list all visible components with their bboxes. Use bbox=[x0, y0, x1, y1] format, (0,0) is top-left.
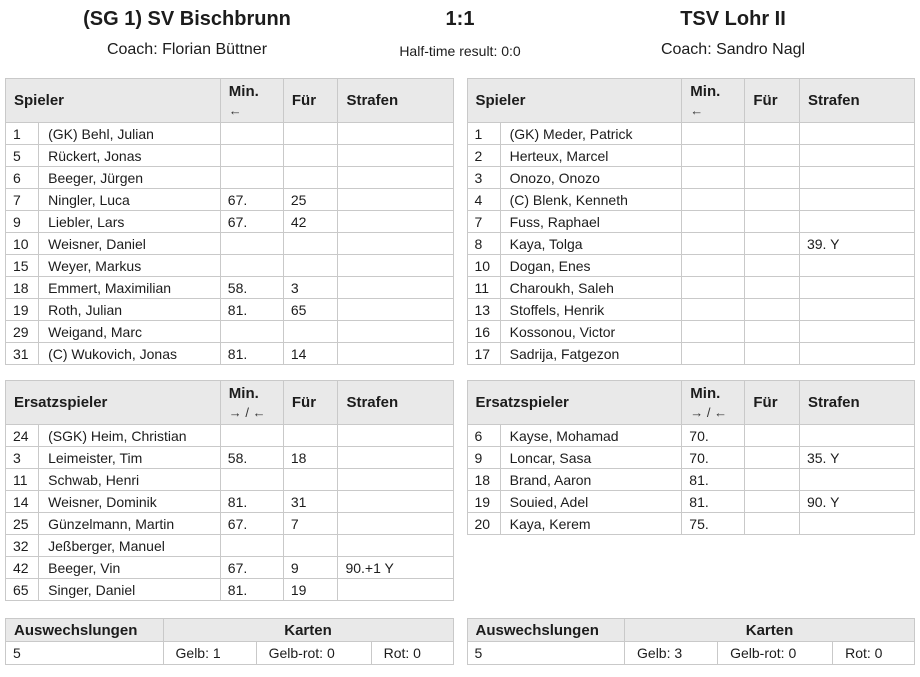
red-cards: Rot: 0 bbox=[371, 642, 453, 665]
player-row bbox=[6, 255, 454, 277]
fur-cell bbox=[283, 233, 338, 255]
subs-column-header: Ersatzspieler bbox=[467, 381, 682, 425]
min-cell: 70. bbox=[682, 425, 745, 447]
min-cell: 81. bbox=[220, 579, 283, 601]
player-number-cell: 11 bbox=[467, 277, 500, 299]
strafen-cell bbox=[799, 299, 914, 321]
fur-cell: 14 bbox=[283, 343, 338, 365]
min-label: Min. bbox=[228, 83, 259, 100]
fur-cell: 7 bbox=[283, 513, 338, 535]
starters-column-header: Spieler bbox=[467, 79, 682, 123]
player-row bbox=[6, 211, 454, 233]
player-name-cell: Sadrija, Fatgezon bbox=[500, 343, 682, 365]
player-number-cell: 7 bbox=[6, 189, 39, 211]
player-row bbox=[6, 233, 454, 255]
fur-cell: 18 bbox=[283, 447, 338, 469]
substitutions-header: Auswechslungen bbox=[467, 619, 625, 642]
player-row bbox=[467, 123, 915, 145]
strafen-cell bbox=[338, 535, 453, 557]
strafen-cell: 90. Y bbox=[799, 491, 914, 513]
fur-cell bbox=[283, 123, 338, 145]
summary-data-row bbox=[6, 642, 454, 665]
min-label: Min. bbox=[690, 83, 721, 100]
home-summary-table bbox=[5, 618, 454, 665]
player-name-cell: Roth, Julian bbox=[39, 299, 221, 321]
strafen-cell bbox=[338, 277, 453, 299]
min-cell bbox=[220, 255, 283, 277]
strafen-cell bbox=[799, 211, 914, 233]
player-number-cell: 14 bbox=[6, 491, 39, 513]
player-number-cell: 1 bbox=[467, 123, 500, 145]
strafen-column-header: Strafen bbox=[799, 79, 914, 123]
strafen-cell bbox=[799, 343, 914, 365]
player-number-cell: 29 bbox=[6, 321, 39, 343]
table-header-row bbox=[467, 79, 915, 123]
fur-cell: 25 bbox=[283, 189, 338, 211]
min-cell bbox=[682, 233, 745, 255]
min-cell bbox=[220, 469, 283, 491]
fur-cell bbox=[283, 145, 338, 167]
player-row bbox=[467, 299, 915, 321]
strafen-cell bbox=[799, 255, 914, 277]
min-cell bbox=[220, 145, 283, 167]
min-cell: 67. bbox=[220, 211, 283, 233]
player-name-cell: Loncar, Sasa bbox=[500, 447, 682, 469]
player-number-cell: 11 bbox=[6, 469, 39, 491]
player-row bbox=[6, 447, 454, 469]
player-number-cell: 65 bbox=[6, 579, 39, 601]
fur-cell bbox=[745, 123, 800, 145]
player-number-cell: 32 bbox=[6, 535, 39, 557]
player-row bbox=[6, 123, 454, 145]
player-row bbox=[467, 425, 915, 447]
strafen-cell bbox=[338, 123, 453, 145]
halftime-result: Half-time result: 0:0 bbox=[399, 43, 521, 59]
player-number-cell: 31 bbox=[6, 343, 39, 365]
strafen-cell bbox=[338, 425, 453, 447]
player-number-cell: 18 bbox=[467, 469, 500, 491]
home-starters-table bbox=[5, 78, 454, 365]
player-number-cell: 17 bbox=[467, 343, 500, 365]
player-name-cell: (C) Blenk, Kenneth bbox=[500, 189, 682, 211]
strafen-cell bbox=[799, 145, 914, 167]
player-number-cell: 15 bbox=[6, 255, 39, 277]
player-row bbox=[467, 255, 915, 277]
player-row bbox=[467, 491, 915, 513]
arrow-in-out-icon: → / ← bbox=[228, 405, 266, 420]
min-cell: 75. bbox=[682, 513, 745, 535]
player-name-cell: Singer, Daniel bbox=[39, 579, 221, 601]
player-row bbox=[6, 425, 454, 447]
player-name-cell: Kossonou, Victor bbox=[500, 321, 682, 343]
min-cell bbox=[682, 145, 745, 167]
min-cell bbox=[220, 321, 283, 343]
min-cell: 67. bbox=[220, 557, 283, 579]
strafen-cell bbox=[799, 425, 914, 447]
min-cell: 58. bbox=[220, 447, 283, 469]
player-name-cell: Brand, Aaron bbox=[500, 469, 682, 491]
min-cell bbox=[220, 167, 283, 189]
player-name-cell: (C) Wukovich, Jonas bbox=[39, 343, 221, 365]
player-name-cell: Kaya, Tolga bbox=[500, 233, 682, 255]
final-score: 1:1 bbox=[445, 8, 475, 30]
player-name-cell: (GK) Behl, Julian bbox=[39, 123, 221, 145]
min-cell bbox=[220, 123, 283, 145]
min-label: Min. bbox=[228, 385, 259, 402]
fur-cell: 19 bbox=[283, 579, 338, 601]
fur-cell bbox=[283, 255, 338, 277]
strafen-cell bbox=[338, 299, 453, 321]
home-team-name: (SG 1) SV Bischbrunn bbox=[83, 8, 291, 30]
strafen-cell bbox=[338, 469, 453, 491]
fur-cell bbox=[745, 425, 800, 447]
cards-header: Karten bbox=[163, 619, 453, 642]
player-number-cell: 13 bbox=[467, 299, 500, 321]
away-subs-table bbox=[467, 380, 916, 535]
player-number-cell: 20 bbox=[467, 513, 500, 535]
strafen-cell bbox=[338, 211, 453, 233]
min-column-header bbox=[220, 79, 283, 123]
strafen-cell: 39. Y bbox=[799, 233, 914, 255]
strafen-cell bbox=[338, 513, 453, 535]
strafen-cell bbox=[799, 321, 914, 343]
player-row bbox=[467, 469, 915, 491]
player-number-cell: 19 bbox=[6, 299, 39, 321]
yellow-cards: Gelb: 3 bbox=[625, 642, 718, 665]
player-name-cell: Weyer, Markus bbox=[39, 255, 221, 277]
strafen-column-header: Strafen bbox=[338, 79, 453, 123]
cards-header: Karten bbox=[625, 619, 915, 642]
fur-cell bbox=[283, 469, 338, 491]
fur-cell bbox=[745, 233, 800, 255]
player-name-cell: Stoffels, Henrik bbox=[500, 299, 682, 321]
player-row bbox=[6, 299, 454, 321]
player-row bbox=[6, 189, 454, 211]
min-cell: 81. bbox=[682, 491, 745, 513]
away-coach: Coach: Sandro Nagl bbox=[660, 41, 806, 58]
player-number-cell: 16 bbox=[467, 321, 500, 343]
strafen-cell bbox=[799, 123, 914, 145]
player-name-cell: Beeger, Vin bbox=[39, 557, 221, 579]
strafen-cell bbox=[338, 321, 453, 343]
player-row bbox=[467, 343, 915, 365]
yellow-cards: Gelb: 1 bbox=[163, 642, 256, 665]
fur-cell bbox=[745, 255, 800, 277]
away-team-column bbox=[467, 78, 916, 665]
min-cell bbox=[682, 167, 745, 189]
strafen-cell: 35. Y bbox=[799, 447, 914, 469]
red-cards: Rot: 0 bbox=[833, 642, 915, 665]
player-name-cell: Herteux, Marcel bbox=[500, 145, 682, 167]
player-row bbox=[6, 491, 454, 513]
min-cell: 81. bbox=[682, 469, 745, 491]
min-column-header bbox=[682, 381, 745, 425]
player-name-cell: Charoukh, Saleh bbox=[500, 277, 682, 299]
min-column-header bbox=[682, 79, 745, 123]
player-name-cell: Weigand, Marc bbox=[39, 321, 221, 343]
substitutions-count: 5 bbox=[467, 642, 625, 665]
fur-cell bbox=[745, 189, 800, 211]
player-number-cell: 3 bbox=[6, 447, 39, 469]
strafen-cell bbox=[799, 469, 914, 491]
player-row bbox=[467, 277, 915, 299]
player-row bbox=[6, 167, 454, 189]
player-name-cell: Fuss, Raphael bbox=[500, 211, 682, 233]
strafen-cell bbox=[799, 513, 914, 535]
player-number-cell: 19 bbox=[467, 491, 500, 513]
min-cell: 58. bbox=[220, 277, 283, 299]
player-number-cell: 10 bbox=[467, 255, 500, 277]
fur-cell bbox=[283, 425, 338, 447]
fur-cell bbox=[745, 167, 800, 189]
min-cell bbox=[220, 425, 283, 447]
min-cell: 81. bbox=[220, 299, 283, 321]
player-name-cell: Jeßberger, Manuel bbox=[39, 535, 221, 557]
arrow-in-icon: ← bbox=[228, 103, 242, 118]
player-number-cell: 24 bbox=[6, 425, 39, 447]
min-cell bbox=[682, 123, 745, 145]
player-row bbox=[467, 233, 915, 255]
substitutions-count: 5 bbox=[6, 642, 164, 665]
player-row bbox=[6, 145, 454, 167]
fur-cell bbox=[745, 277, 800, 299]
player-name-cell: (GK) Meder, Patrick bbox=[500, 123, 682, 145]
table-header-row bbox=[6, 381, 454, 425]
player-number-cell: 6 bbox=[467, 425, 500, 447]
player-number-cell: 18 bbox=[6, 277, 39, 299]
strafen-cell bbox=[799, 189, 914, 211]
min-cell bbox=[682, 343, 745, 365]
away-starters-table bbox=[467, 78, 916, 365]
strafen-cell bbox=[338, 491, 453, 513]
player-name-cell: Liebler, Lars bbox=[39, 211, 221, 233]
player-row bbox=[467, 211, 915, 233]
min-cell bbox=[220, 535, 283, 557]
fur-column-header: Für bbox=[745, 79, 800, 123]
strafen-cell bbox=[338, 233, 453, 255]
min-cell bbox=[682, 277, 745, 299]
fur-cell: 31 bbox=[283, 491, 338, 513]
fur-cell bbox=[745, 321, 800, 343]
fur-cell bbox=[745, 145, 800, 167]
fur-cell: 42 bbox=[283, 211, 338, 233]
min-cell bbox=[682, 299, 745, 321]
substitutions-header: Auswechslungen bbox=[6, 619, 164, 642]
player-row bbox=[467, 189, 915, 211]
table-header-row bbox=[467, 381, 915, 425]
player-number-cell: 1 bbox=[6, 123, 39, 145]
player-row bbox=[467, 167, 915, 189]
strafen-cell bbox=[338, 145, 453, 167]
away-team-header bbox=[551, 6, 915, 60]
player-name-cell: Emmert, Maximilian bbox=[39, 277, 221, 299]
summary-header-row bbox=[467, 619, 915, 642]
player-number-cell: 4 bbox=[467, 189, 500, 211]
player-name-cell: Ningler, Luca bbox=[39, 189, 221, 211]
home-team-header bbox=[5, 6, 369, 60]
player-number-cell: 10 bbox=[6, 233, 39, 255]
player-number-cell: 3 bbox=[467, 167, 500, 189]
player-row bbox=[6, 277, 454, 299]
player-row bbox=[467, 145, 915, 167]
player-row bbox=[6, 513, 454, 535]
strafen-cell: 90.+1 Y bbox=[338, 557, 453, 579]
min-column-header bbox=[220, 381, 283, 425]
player-name-cell: (SGK) Heim, Christian bbox=[39, 425, 221, 447]
strafen-cell bbox=[338, 167, 453, 189]
summary-header-row bbox=[6, 619, 454, 642]
arrow-in-icon: ← bbox=[690, 103, 704, 118]
strafen-cell bbox=[338, 343, 453, 365]
min-cell bbox=[682, 321, 745, 343]
strafen-column-header: Strafen bbox=[799, 381, 914, 425]
strafen-column-header: Strafen bbox=[338, 381, 453, 425]
player-name-cell: Souied, Adel bbox=[500, 491, 682, 513]
player-number-cell: 9 bbox=[467, 447, 500, 469]
player-name-cell: Günzelmann, Martin bbox=[39, 513, 221, 535]
score-header bbox=[369, 6, 551, 60]
subs-column-header: Ersatzspieler bbox=[6, 381, 221, 425]
player-number-cell: 6 bbox=[6, 167, 39, 189]
player-row bbox=[6, 321, 454, 343]
fur-column-header: Für bbox=[283, 381, 338, 425]
fur-cell: 65 bbox=[283, 299, 338, 321]
min-cell: 81. bbox=[220, 343, 283, 365]
table-header-row bbox=[6, 79, 454, 123]
player-name-cell: Weisner, Daniel bbox=[39, 233, 221, 255]
min-cell: 70. bbox=[682, 447, 745, 469]
player-name-cell: Dogan, Enes bbox=[500, 255, 682, 277]
player-number-cell: 2 bbox=[467, 145, 500, 167]
yellowred-cards: Gelb-rot: 0 bbox=[718, 642, 833, 665]
yellowred-cards: Gelb-rot: 0 bbox=[256, 642, 371, 665]
strafen-cell bbox=[338, 255, 453, 277]
away-team-name: TSV Lohr II bbox=[680, 8, 786, 30]
min-label: Min. bbox=[690, 385, 721, 402]
fur-cell bbox=[745, 211, 800, 233]
player-row bbox=[6, 343, 454, 365]
player-number-cell: 8 bbox=[467, 233, 500, 255]
player-row bbox=[6, 535, 454, 557]
player-number-cell: 9 bbox=[6, 211, 39, 233]
player-row bbox=[467, 513, 915, 535]
team-tables bbox=[5, 78, 915, 665]
strafen-cell bbox=[338, 579, 453, 601]
player-name-cell: Weisner, Dominik bbox=[39, 491, 221, 513]
home-team-column bbox=[5, 78, 454, 665]
min-cell: 67. bbox=[220, 513, 283, 535]
fur-cell: 9 bbox=[283, 557, 338, 579]
fur-cell bbox=[745, 469, 800, 491]
fur-cell bbox=[745, 491, 800, 513]
fur-cell bbox=[745, 513, 800, 535]
player-number-cell: 7 bbox=[467, 211, 500, 233]
player-row bbox=[467, 447, 915, 469]
min-cell bbox=[682, 211, 745, 233]
strafen-cell bbox=[338, 447, 453, 469]
fur-cell bbox=[745, 447, 800, 469]
player-name-cell: Onozo, Onozo bbox=[500, 167, 682, 189]
player-row bbox=[6, 579, 454, 601]
home-subs-table bbox=[5, 380, 454, 601]
min-cell: 81. bbox=[220, 491, 283, 513]
min-cell bbox=[220, 233, 283, 255]
player-number-cell: 42 bbox=[6, 557, 39, 579]
fur-column-header: Für bbox=[745, 381, 800, 425]
strafen-cell bbox=[338, 189, 453, 211]
min-cell: 67. bbox=[220, 189, 283, 211]
fur-cell bbox=[283, 167, 338, 189]
arrow-in-out-icon: → / ← bbox=[690, 405, 728, 420]
starters-column-header: Spieler bbox=[6, 79, 221, 123]
min-cell bbox=[682, 189, 745, 211]
fur-cell bbox=[283, 321, 338, 343]
player-number-cell: 25 bbox=[6, 513, 39, 535]
strafen-cell bbox=[799, 277, 914, 299]
fur-cell: 3 bbox=[283, 277, 338, 299]
player-name-cell: Rückert, Jonas bbox=[39, 145, 221, 167]
min-cell bbox=[682, 255, 745, 277]
player-name-cell: Kaya, Kerem bbox=[500, 513, 682, 535]
summary-data-row bbox=[467, 642, 915, 665]
fur-cell bbox=[745, 343, 800, 365]
fur-cell bbox=[745, 299, 800, 321]
player-name-cell: Kayse, Mohamad bbox=[500, 425, 682, 447]
player-row bbox=[6, 557, 454, 579]
player-row bbox=[467, 321, 915, 343]
player-number-cell: 5 bbox=[6, 145, 39, 167]
away-summary-table bbox=[467, 618, 916, 665]
strafen-cell bbox=[799, 167, 914, 189]
player-row bbox=[6, 469, 454, 491]
player-name-cell: Schwab, Henri bbox=[39, 469, 221, 491]
fur-column-header: Für bbox=[283, 79, 338, 123]
match-header bbox=[5, 6, 915, 60]
player-name-cell: Beeger, Jürgen bbox=[39, 167, 221, 189]
home-coach: Coach: Florian Büttner bbox=[106, 41, 268, 58]
player-name-cell: Leimeister, Tim bbox=[39, 447, 221, 469]
fur-cell bbox=[283, 535, 338, 557]
